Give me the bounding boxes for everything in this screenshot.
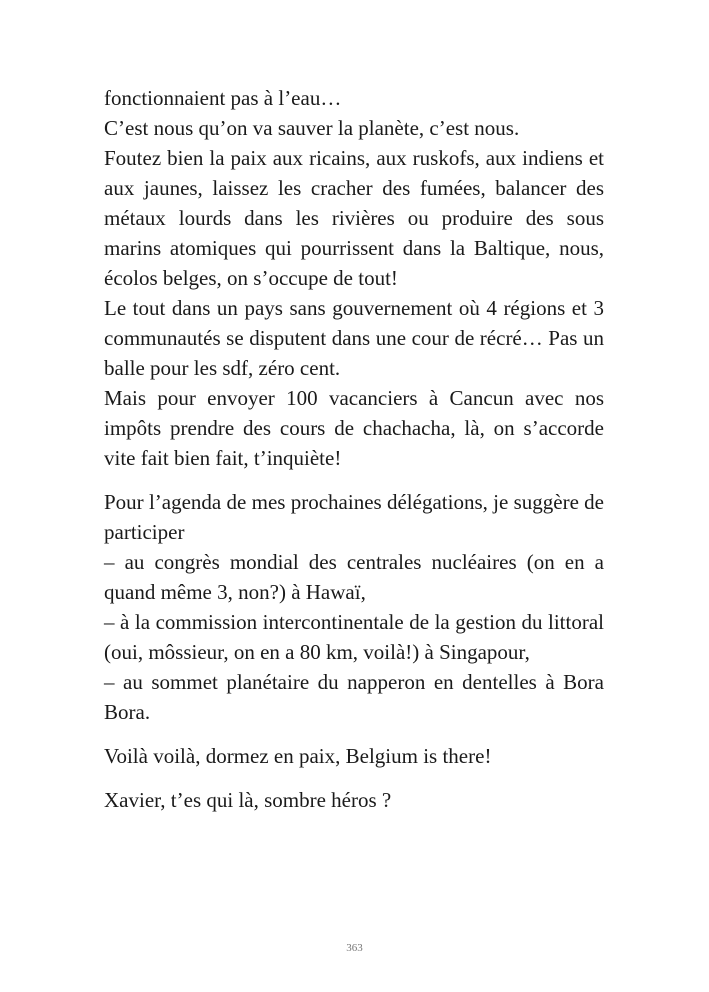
- list-item-coastline-commission: – à la commission intercontinentale de la gestion du littoral (oui, môssieur, on en a 80 km, voilà!) à Singapour,: [104, 610, 604, 664]
- paragraph-leave-others: Foutez bien la paix aux ricains, aux ruskofs, aux indiens et aux jaunes, laissez les cracher des fumées, balancer des métaux lourds dans les rivières ou produire des sous marins atomiques qui pourrissent dans la Baltique, nous, écolos belges, on s’occupe de tout!: [104, 146, 604, 290]
- paragraph-agenda-intro: Pour l’agenda de mes prochaines délégations, je suggère de participer: [104, 490, 604, 544]
- page-body: [104, 83, 604, 815]
- paragraph-no-government: Le tout dans un pays sans gouvernement où 4 régions et 3 communautés se disputent dans une cour de récré… Pas un balle pour les sdf, zéro cent.: [104, 296, 604, 380]
- paragraph-continuation: fonctionnaient pas à l’eau…: [104, 86, 342, 110]
- paragraph-sleep-in-peace: Voilà voilà, dormez en paix, Belgium is there!: [104, 744, 492, 768]
- paragraph-saving-planet: C’est nous qu’on va sauver la planète, c’est nous.: [104, 116, 520, 140]
- page-number: 363: [346, 942, 363, 954]
- list-item-nuclear-congress: – au congrès mondial des centrales nucléaires (on en a quand même 3, non?) à Hawaï,: [104, 550, 604, 604]
- paragraph-cancun: Mais pour envoyer 100 vacanciers à Cancun avec nos impôts prendre des cours de chachacha, là, on s’accorde vite fait bien fait, t’inquiète!: [104, 386, 604, 470]
- list-item-doily-summit: – au sommet planétaire du napperon en dentelles à Bora Bora.: [104, 670, 604, 724]
- paragraph-xavier: Xavier, t’es qui là, sombre héros ?: [104, 788, 392, 812]
